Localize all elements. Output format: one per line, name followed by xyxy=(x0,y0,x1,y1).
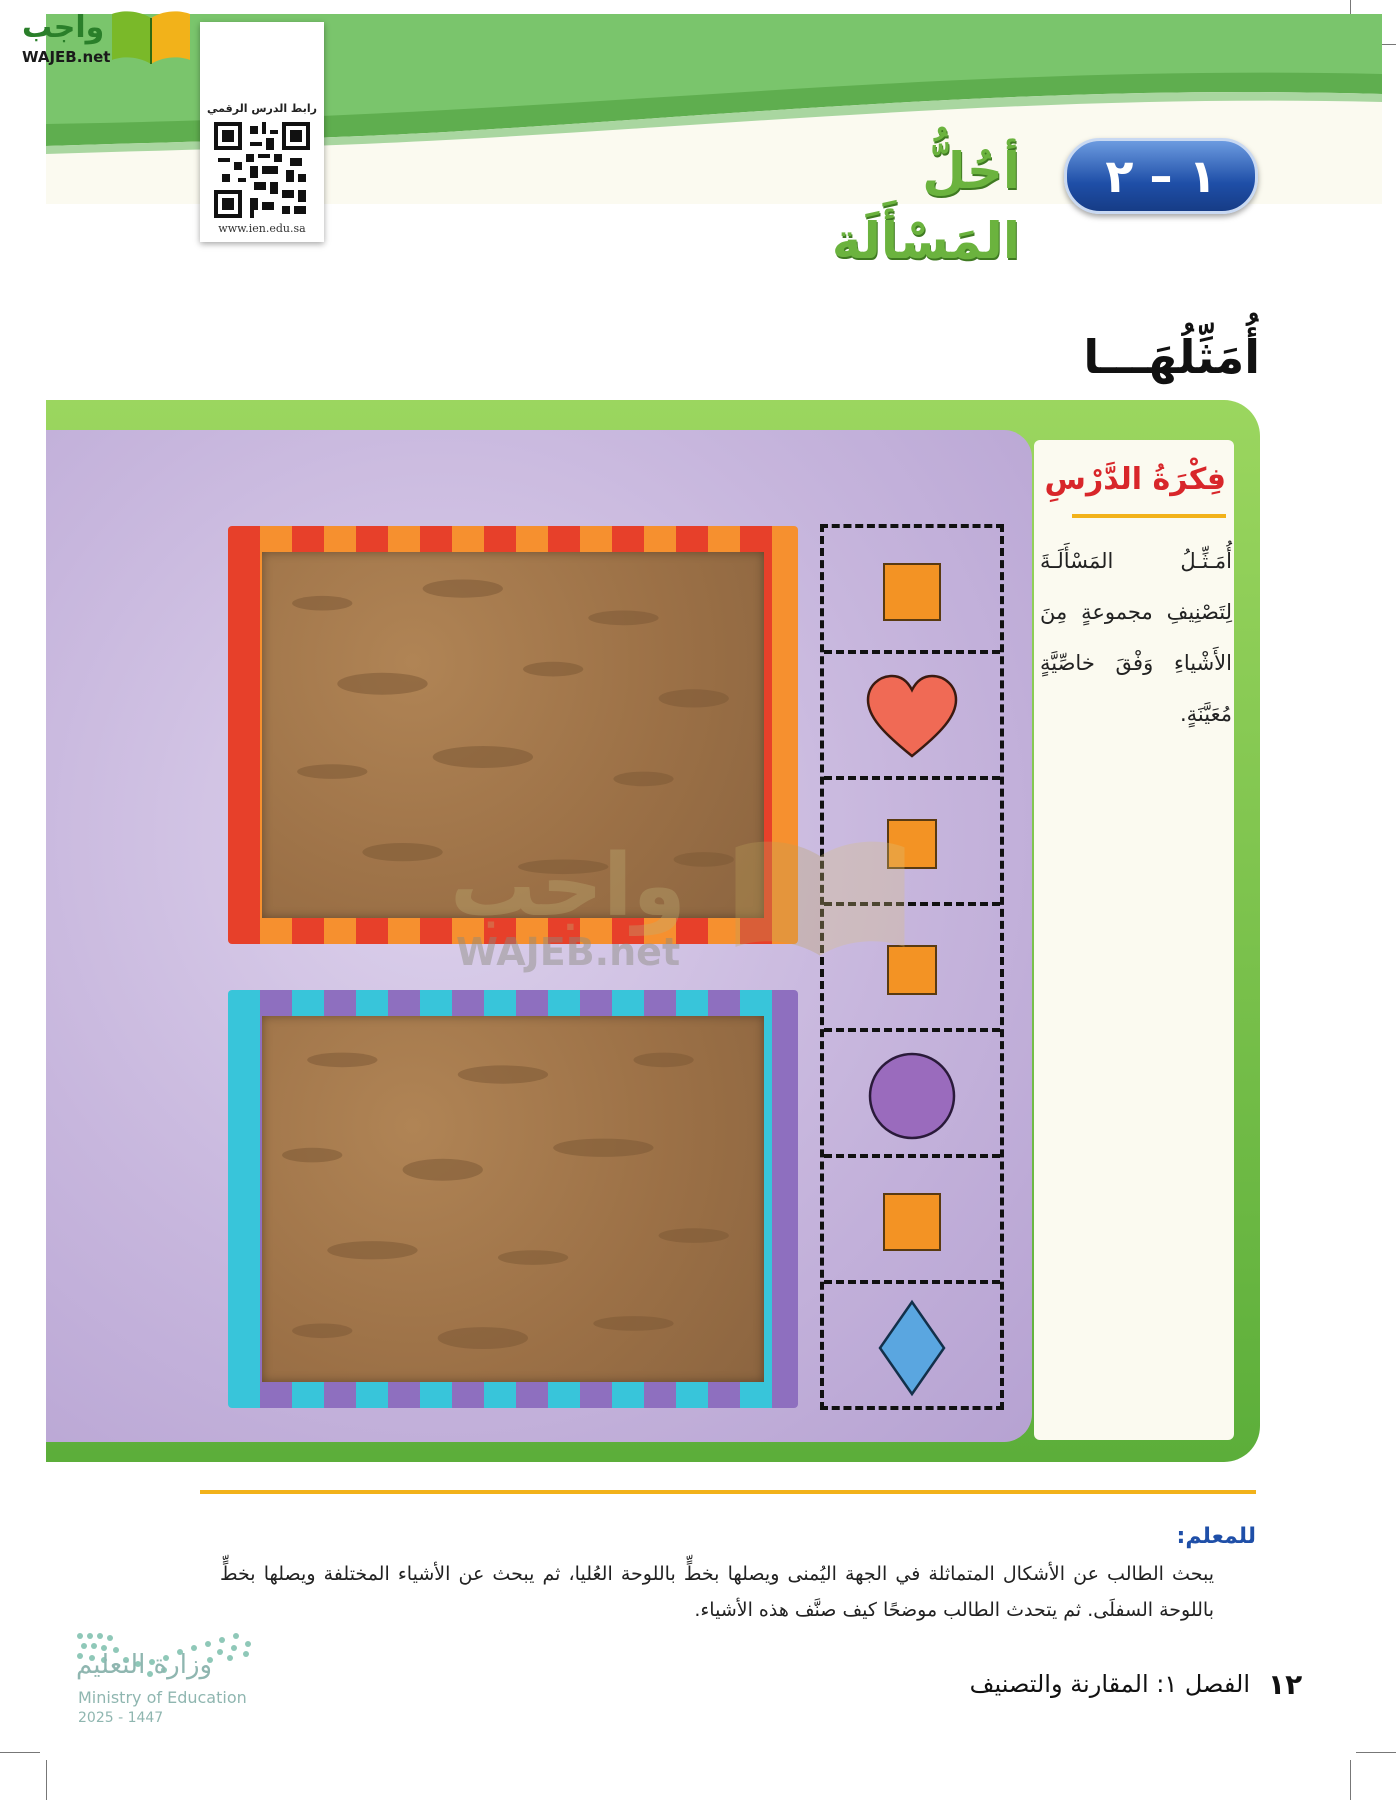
lesson-idea-underline xyxy=(1072,514,1226,518)
qr-url[interactable]: www.ien.edu.sa xyxy=(218,222,306,235)
watermark-ar: واجب xyxy=(450,836,686,936)
qr-label: رابط الدرس الرقمي xyxy=(207,102,317,115)
teacher-note-label: للمعلم: xyxy=(1176,1524,1256,1549)
shape-cell-2[interactable] xyxy=(824,654,1000,780)
wajeb-logo[interactable] xyxy=(8,6,188,66)
lower-board[interactable] xyxy=(228,990,798,1408)
square-orange-icon-2[interactable] xyxy=(862,1172,962,1272)
shape-cell-6[interactable] xyxy=(824,1158,1000,1284)
shape-cell-7[interactable] xyxy=(824,1284,1000,1410)
lesson-title: أحُلُّ المَسْأَلَة xyxy=(831,142,1020,270)
ministry-name-ar: وزارة التعليم xyxy=(76,1650,213,1680)
ministry-name-en: Ministry of Education xyxy=(78,1688,247,1707)
chapter-label: الفصل ١: المقارنة والتصنيف xyxy=(969,1670,1250,1698)
lesson-number-badge xyxy=(1064,138,1258,214)
section-title: أُمَثِّلُهَـــا xyxy=(1083,330,1260,384)
shape-cell-5[interactable] xyxy=(824,1032,1000,1158)
circle-purple-icon[interactable] xyxy=(862,1046,962,1146)
lower-board-cork xyxy=(262,1016,764,1382)
wajeb-logo-en: WAJEB.net xyxy=(22,48,111,66)
heart-red-icon[interactable] xyxy=(862,668,962,768)
watermark-book-icon xyxy=(720,830,920,960)
teacher-note-text: يبحث الطالب عن الأشكال المتماثلة في الجهة اليُمنى ويصلها بخطٍّ باللوحة العُليا، ثم يبحث عن الأشياء المختلفة ويصلها بخطٍّ باللوحة السفلَى. ثم يتحدث الطالب موضحًا كيف صنَّف هذه الأشياء. xyxy=(220,1563,1214,1621)
lesson-number: ١ – ٢ xyxy=(1105,149,1217,203)
footer-rule xyxy=(200,1490,1256,1494)
square-orange-icon[interactable] xyxy=(862,542,962,642)
lesson-idea-title: فِكْرَةُ الدَّرْسِ xyxy=(1044,462,1226,497)
qr-code-icon[interactable] xyxy=(214,122,310,218)
lesson-idea-text: أُمَـثِّـلُ المَسْأَلَـةَ لِتَصْنِيفِ مجموعةٍ مِنَ الأَشْياءِ وَفْقَ خاصِّيَّةٍ مُعَيَّنَةٍ. xyxy=(1040,549,1232,726)
qr-card[interactable] xyxy=(200,22,324,242)
watermark-en: WAJEB.net xyxy=(456,930,681,974)
ministry-year: 2025 - 1447 xyxy=(78,1710,164,1726)
book-icon xyxy=(108,6,194,66)
wajeb-logo-ar: واجب xyxy=(22,10,105,45)
shape-cell-1[interactable] xyxy=(824,528,1000,654)
page-number: ١٢ xyxy=(1268,1668,1303,1701)
shape-column xyxy=(820,524,1004,1410)
diamond-blue-icon[interactable] xyxy=(862,1298,962,1398)
